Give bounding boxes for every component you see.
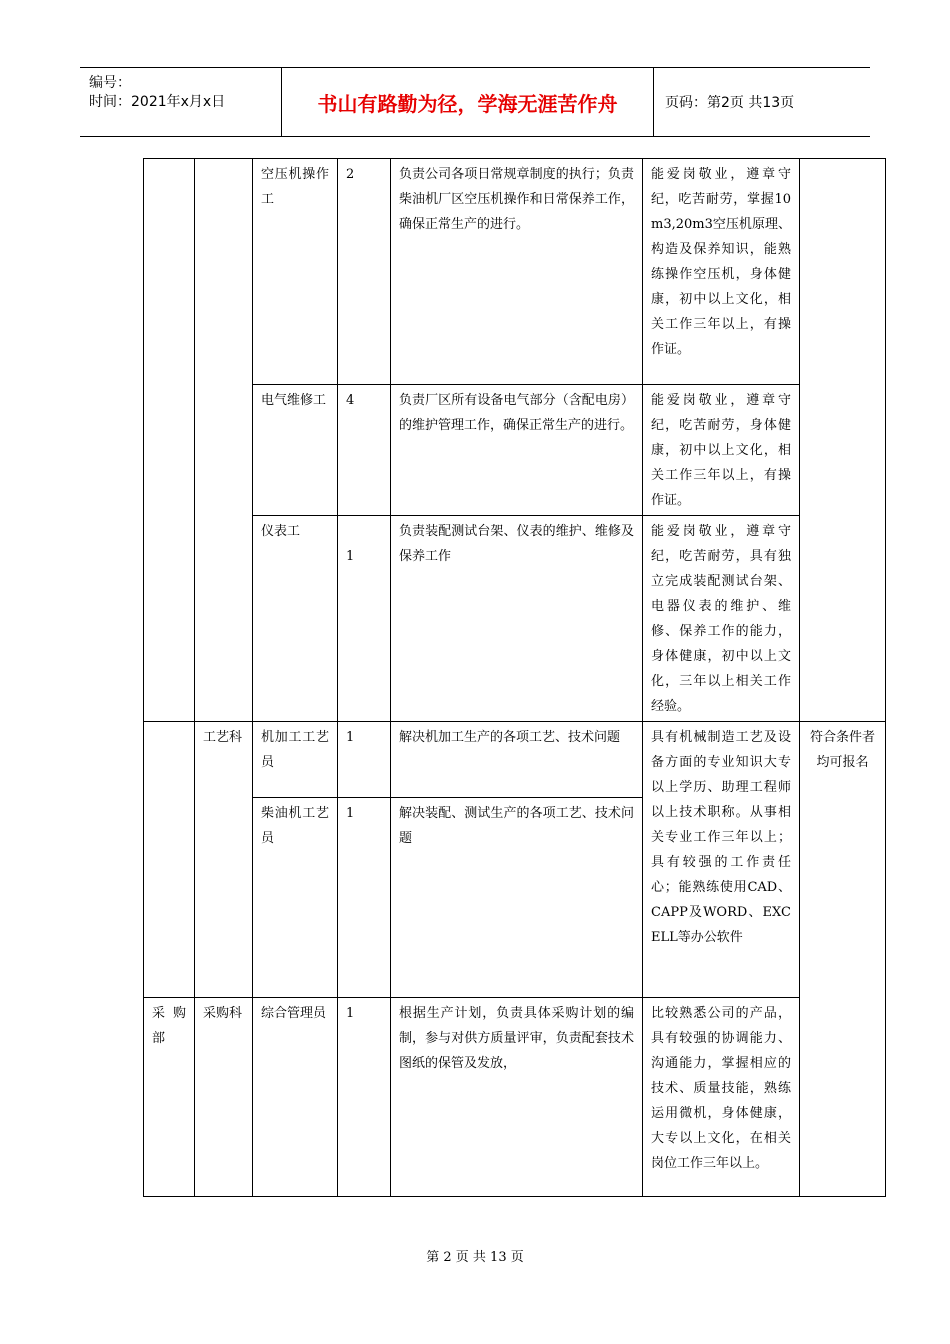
requirement-cell: 比较熟悉公司的产品，具有较强的协调能力、沟通能力，掌握相应的技术、质量技能，熟练运用微机，身体健康，大专以上文化，在相关岗位工作三年以上。	[643, 998, 800, 1197]
table-row	[144, 722, 886, 798]
position-cell: 机加工工艺员	[253, 722, 338, 798]
requirement-cell: 能爱岗敬业，遵章守纪，吃苦耐劳，身体健康，初中以上文化，相关工作三年以上，有操作证。	[643, 385, 800, 516]
section-cell: 工艺科	[195, 722, 253, 998]
position-cell: 综合管理员	[253, 998, 338, 1197]
header-meta	[80, 68, 282, 136]
dept-cell: 采购部	[144, 998, 195, 1197]
position-cell: 空压机操作工	[253, 159, 338, 385]
section-cell	[195, 159, 253, 722]
requirement-cell: 具有机械制造工艺及设备方面的专业知识大专以上学历、助理工程师以上技术职称。从事相关专业工作三年以上；具有较强的工作责任心；能熟练使用CAD、CAPP及WORD、EXCELL等办公软件	[643, 722, 800, 998]
time-label: 时间：2021年x月x日	[89, 94, 226, 110]
count-cell: 1	[338, 998, 391, 1197]
position-cell: 柴油机工艺员	[253, 798, 338, 998]
count-cell: 1	[338, 516, 391, 722]
duty-cell: 负责厂区所有设备电气部分（含配电房）的维护管理工作，确保正常生产的进行。	[391, 385, 643, 516]
requirement-cell: 能爱岗敬业，遵章守纪，吃苦耐劳，掌握10m3,20m3空压机原理、构造及保养知识，能熟练操作空压机，身体健康，初中以上文化，相关工作三年以上，有操作证。	[643, 159, 800, 385]
note-cell: 符合条件者均可报名	[800, 722, 886, 1197]
dept-cell	[144, 722, 195, 998]
motto: 书山有路勤为径，学海无涯苦作舟	[282, 68, 654, 136]
number-label: 编号：	[89, 75, 131, 91]
position-cell: 仪表工	[253, 516, 338, 722]
duty-cell: 负责公司各项日常规章制度的执行；负责柴油机厂区空压机操作和日常保养工作，确保正常生产的进行。	[391, 159, 643, 385]
table-row	[144, 385, 886, 516]
duty-cell: 负责装配测试台架、仪表的维护、维修及保养工作	[391, 516, 643, 722]
requirement-cell: 能爱岗敬业，遵章守纪，吃苦耐劳，具有独立完成装配测试台架、电器仪表的维护、维修、保养工作的能力，身体健康，初中以上文化，三年以上相关工作经验。	[643, 516, 800, 722]
recruitment-table	[143, 158, 886, 1197]
duty-cell: 解决装配、测试生产的各项工艺、技术问题	[391, 798, 643, 998]
page-footer: 第 2 页 共 13 页	[426, 1250, 524, 1265]
page-label: 页码：第2页 共13页	[665, 95, 795, 111]
count-cell: 4	[338, 385, 391, 516]
position-cell: 电气维修工	[253, 385, 338, 516]
count-cell: 1	[338, 798, 391, 998]
count-cell: 2	[338, 159, 391, 385]
page-header	[80, 67, 870, 137]
duty-cell: 根据生产计划，负责具体采购计划的编制，参与对供方质量评审，负责配套技术图纸的保管及发放，	[391, 998, 643, 1197]
table-row	[144, 516, 886, 722]
note-cell	[800, 159, 886, 722]
count-cell: 1	[338, 722, 391, 798]
duty-cell: 解决机加工生产的各项工艺、技术问题	[391, 722, 643, 798]
table-row	[144, 998, 886, 1197]
table-row	[144, 159, 886, 385]
dept-cell	[144, 159, 195, 722]
section-cell: 采购科	[195, 998, 253, 1197]
